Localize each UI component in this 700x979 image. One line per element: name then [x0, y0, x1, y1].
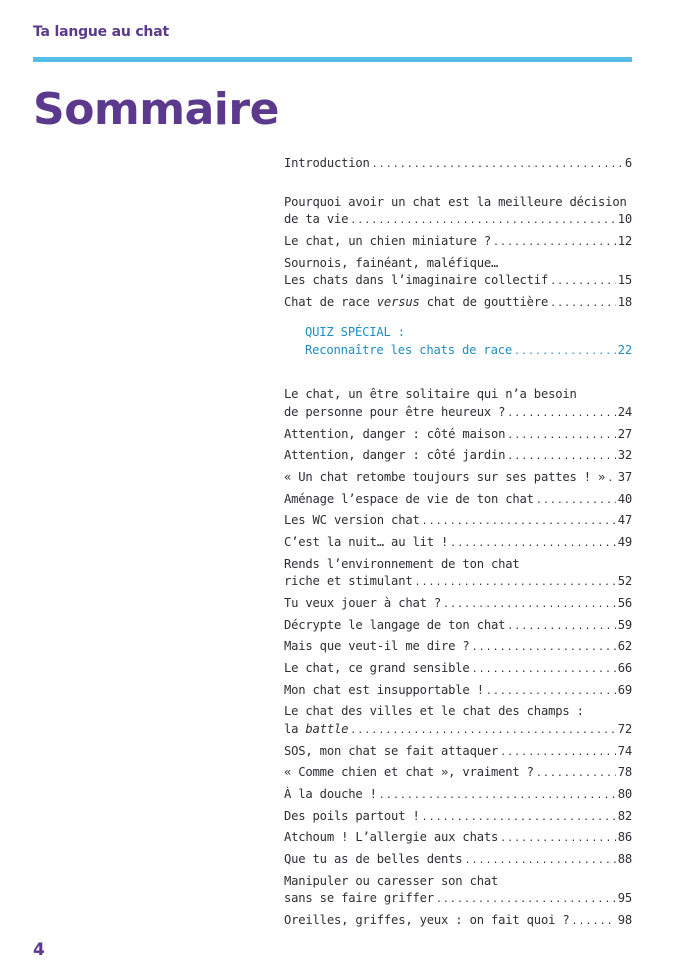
toc-entry[interactable] — [284, 534, 632, 553]
toc-page-number: 47 — [617, 513, 632, 528]
toc-page-number: 6 — [624, 156, 632, 170]
toc-page-number: 72 — [617, 721, 632, 736]
table-of-contents — [284, 155, 632, 934]
toc-entry-title: Oreilles, griffes, yeux : on fait quoi ? — [284, 912, 570, 927]
dot-leader — [414, 574, 615, 592]
toc-page-number: 49 — [617, 535, 632, 550]
page-number: 4 — [33, 940, 45, 960]
toc-entry[interactable] — [284, 660, 632, 679]
toc-page-number: 37 — [617, 470, 632, 484]
dot-leader — [507, 618, 615, 636]
toc-entry-title: Le chat, ce grand sensible — [284, 661, 470, 675]
toc-entry[interactable] — [284, 873, 632, 909]
toc-entry[interactable] — [284, 682, 632, 701]
toc-entry-title: riche et stimulant — [284, 574, 413, 589]
dot-leader — [500, 744, 616, 762]
toc-entry-title: Le chat, un chien miniature ? — [284, 233, 491, 248]
toc-page-number: 40 — [617, 491, 632, 506]
dot-leader — [514, 343, 616, 361]
toc-entry[interactable] — [284, 447, 632, 466]
toc-page-number: 15 — [617, 273, 632, 288]
toc-entry-title: SOS, mon chat se fait attaquer — [284, 743, 499, 758]
dot-leader — [507, 448, 615, 466]
toc-page-number: 32 — [617, 448, 632, 463]
toc-entry-title: Le chat des villes et le chat des champs : — [284, 704, 584, 719]
toc-page-number: 86 — [617, 830, 632, 845]
dot-leader — [436, 891, 616, 909]
toc-entry[interactable] — [284, 703, 632, 739]
toc-page-number: 24 — [617, 404, 632, 419]
toc-entry-title: À la douche ! — [284, 786, 377, 801]
toc-page-number: 82 — [617, 808, 632, 823]
dot-leader — [607, 470, 616, 488]
toc-entry-introduction[interactable] — [284, 155, 632, 174]
toc-page-number: 59 — [617, 617, 632, 632]
dot-leader — [464, 852, 615, 870]
toc-entry[interactable] — [284, 595, 632, 614]
dot-leader — [443, 596, 616, 614]
toc-page-number: 66 — [617, 661, 632, 675]
toc-entry-title: la battle — [284, 721, 349, 736]
toc-entry-title: Des poils partout ! — [284, 808, 420, 823]
dot-leader — [507, 427, 615, 445]
toc-entry[interactable] — [284, 829, 632, 848]
toc-page-number: 98 — [617, 912, 632, 927]
toc-page-number: 62 — [617, 639, 632, 654]
page-title: Sommaire — [33, 84, 279, 135]
dot-leader — [500, 830, 616, 848]
dot-leader — [550, 273, 616, 291]
dot-leader — [486, 683, 616, 701]
toc-page-number: 78 — [617, 765, 632, 780]
toc-entry-title: Les WC version chat — [284, 513, 420, 528]
toc-entry-title: « Un chat retombe toujours sur ses pattes ! » — [284, 470, 606, 484]
toc-entry-title: Atchoum ! L’allergie aux chats — [284, 830, 499, 845]
toc-entry-title: Aménage l’espace de vie de ton chat — [284, 491, 534, 506]
toc-entry-title: Attention, danger : côté jardin — [284, 448, 506, 463]
toc-entry-title: sans se faire griffer — [284, 891, 434, 906]
toc-entry-quiz[interactable] — [284, 324, 632, 360]
toc-entry-title: de ta vie — [284, 212, 349, 227]
toc-entry-title: Pourquoi avoir un chat est la meilleure décision — [284, 194, 627, 209]
toc-entry-title: « Comme chien et chat », vraiment ? — [284, 765, 534, 780]
dot-leader — [350, 722, 615, 740]
toc-page-number: 80 — [617, 786, 632, 801]
toc-page-number: 69 — [617, 682, 632, 697]
toc-entry[interactable] — [284, 851, 632, 870]
header-rule — [33, 57, 632, 62]
toc-page-number: 27 — [617, 426, 632, 441]
toc-entry[interactable] — [284, 556, 632, 592]
dot-leader — [550, 295, 616, 313]
toc-entry[interactable] — [284, 743, 632, 762]
toc-entry-title: Rends l’environnement de ton chat — [284, 556, 520, 571]
toc-entry[interactable] — [284, 426, 632, 445]
toc-entry-title: Le chat, un être solitaire qui n’a besoin — [284, 387, 577, 402]
toc-entry[interactable] — [284, 764, 632, 783]
toc-page-number: 74 — [617, 743, 632, 758]
toc-entry-title: Attention, danger : côté maison — [284, 426, 506, 441]
toc-entry-title: Mon chat est insupportable ! — [284, 682, 484, 697]
toc-entry-title: Décrypte le langage de ton chat — [284, 617, 506, 632]
dot-leader — [472, 639, 616, 657]
quiz-label: QUIZ SPÉCIAL : — [305, 325, 405, 340]
toc-entry-title: Manipuler ou caresser son chat — [284, 873, 499, 888]
toc-page-number: 12 — [617, 233, 632, 248]
toc-page-number: 52 — [617, 574, 632, 589]
toc-entry[interactable] — [284, 255, 632, 291]
toc-entry[interactable] — [284, 386, 632, 422]
toc-entry-title: Reconnaître les chats de race — [305, 342, 512, 357]
toc-entry-title: Sournois, fainéant, maléfique… — [284, 255, 499, 270]
toc-entry-title: Tu veux jouer à chat ? — [284, 595, 442, 610]
toc-entry-title: Que tu as de belles dents — [284, 852, 463, 866]
toc-entry[interactable] — [284, 912, 632, 931]
dot-leader — [372, 156, 623, 174]
toc-entry[interactable] — [284, 233, 632, 252]
toc-page-number: 95 — [617, 891, 632, 906]
dot-leader — [472, 661, 616, 679]
toc-entry-title: Les chats dans l’imaginaire collectif — [284, 273, 549, 288]
dot-leader — [507, 405, 615, 423]
dot-leader — [350, 212, 615, 230]
toc-entry[interactable] — [284, 194, 632, 230]
toc-entry-title: Chat de race versus chat de gouttière — [284, 294, 549, 309]
toc-entry-title: Mais que veut-il me dire ? — [284, 639, 470, 654]
dot-leader — [422, 809, 616, 827]
dot-leader — [379, 787, 616, 805]
toc-entry[interactable] — [284, 638, 632, 657]
toc-entry[interactable] — [284, 469, 632, 488]
toc-entry[interactable] — [284, 512, 632, 531]
toc-entry[interactable] — [284, 294, 632, 313]
toc-page-number: 56 — [617, 595, 632, 610]
running-header: Ta langue au chat — [33, 24, 169, 40]
toc-entry-title: C’est la nuit… au lit ! — [284, 535, 449, 550]
toc-page-number: 22 — [617, 342, 632, 357]
toc-page-number: 18 — [617, 294, 632, 309]
dot-leader — [536, 765, 616, 783]
dot-leader — [536, 492, 616, 510]
toc-entry[interactable] — [284, 617, 632, 636]
toc-entry[interactable] — [284, 808, 632, 827]
dot-leader — [450, 535, 616, 553]
toc-entry[interactable] — [284, 491, 632, 510]
dot-leader — [493, 234, 616, 252]
dot-leader — [422, 513, 616, 531]
toc-page-number: 88 — [617, 852, 632, 866]
dot-leader — [572, 913, 616, 931]
toc-entry-title: Introduction — [284, 156, 370, 170]
toc-entry-title: de personne pour être heureux ? — [284, 404, 506, 419]
toc-entry[interactable] — [284, 786, 632, 805]
toc-page-number: 10 — [617, 212, 632, 227]
